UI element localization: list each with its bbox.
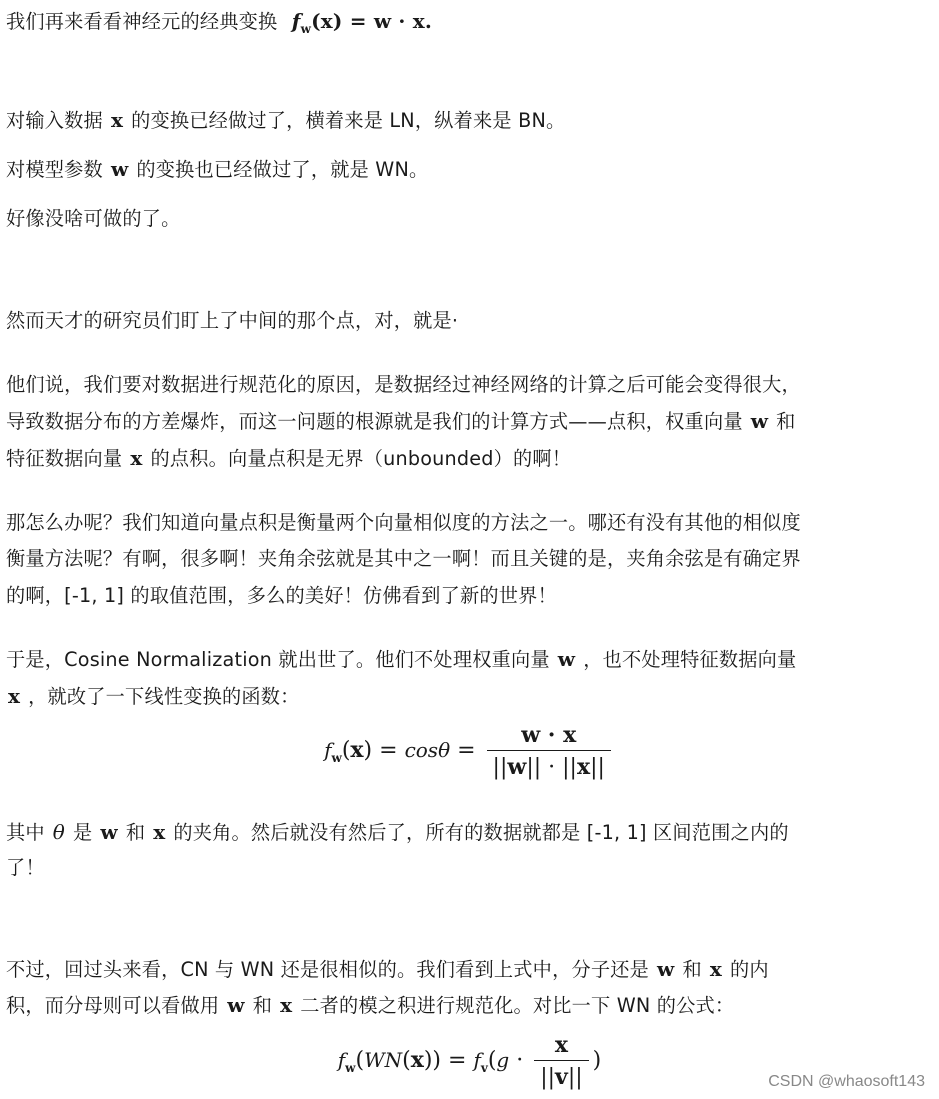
para-nothing-left: 好像没啥可做的了。 xyxy=(6,207,181,230)
para-theta-l2: 了！ xyxy=(6,856,45,879)
para-cosine-l3: 的啊，[-1, 1] 的取值范围，多么的美好！仿佛看到了新的世界！ xyxy=(6,584,557,607)
para-cn-l1: 于是，Cosine Normalization 就出世了。他们不处理权重向量 w ，也不处理特征数据向量 xyxy=(6,647,797,671)
fraction: $\frac{w \cdot x}{||w|| \cdot ||x||}$ xyxy=(487,722,611,780)
para-cn-wn-l2: 积，而分母则可以看做用 w 和 x 二者的模之积进行规范化。对比一下 WN 的公式： xyxy=(6,993,735,1017)
para-unbounded-l1: 他们说，我们要对数据进行规范化的原因，是数据经过神经网络的计算之后可能会变得很大， xyxy=(6,373,801,396)
para-unbounded-l3: 特征数据向量 x 的点积。向量点积是无界（unbounded）的啊！ xyxy=(6,446,572,470)
fraction: $\frac{x}{||v||}$ xyxy=(534,1032,588,1090)
watermark: CSDN @whaosoft143 xyxy=(768,1073,925,1090)
para-theta-l1: 其中 θ 是 w 和 x 的夹角。然后就没有然后了，所有的数据就都是 [-1, 1] 区间范围之内的 xyxy=(6,820,789,844)
para-unbounded-l2: 导致数据分布的方差爆炸，而这一问题的根源就是我们的计算方式——点积，权重向量 w 和 xyxy=(6,409,796,433)
formula-wn: $f_w(WN(x)) = f_v(g$ · $\frac{x}{||v||}$ ) xyxy=(337,1032,602,1090)
para-cosine-l2: 衡量方法呢？有啊，很多啊！夹角余弦就是其中之一啊！而且关键的是，夹角余弦是有确定界 xyxy=(6,547,801,570)
para-cn-wn-l1: 不过，回过头来看，CN 与 WN 还是很相似的。我们看到上式中，分子还是 w 和 x 的内 xyxy=(6,957,769,981)
formula-fw-inline: $f_w(x) = w \cdot x$. xyxy=(291,9,433,36)
para-cosine-l1: 那怎么办呢？我们知道向量点积是衡量两个向量相似度的方法之一。哪还有没有其他的相似度 xyxy=(6,511,801,534)
formula-cosine-normalization: $f_w(x) = \cos\theta$ = $\frac{w \cdot x}{||w|| \cdot ||x||}$ xyxy=(0,722,939,780)
para-intro: 我们再来看看神经元的经典变换 $f_w(x) = w \cdot x$. xyxy=(6,9,440,41)
para-ln-bn: 对输入数据 x 的变换已经做过了，横着来是 LN，纵着来是 BN。 xyxy=(6,108,566,132)
para-dot-point: 然而天才的研究员们盯上了中间的那个点，对，就是· xyxy=(6,309,459,332)
para-wn: 对模型参数 w 的变换也已经做过了，就是 WN。 xyxy=(6,157,429,181)
para-cn-l2: x ，就改了一下线性变换的函数： xyxy=(8,684,300,708)
